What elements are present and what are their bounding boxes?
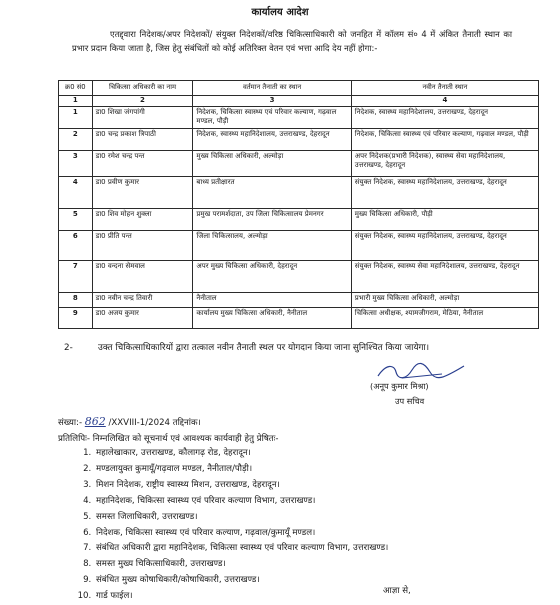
row-new-posting: निदेशक, स्वास्थ्य महानिदेशालय, उत्तराखण्ड, देहरादून <box>351 106 538 128</box>
row-sn: 9 <box>59 307 93 328</box>
paragraph-number: 2- <box>64 343 73 353</box>
table-row <box>59 292 539 307</box>
list-item: 5. समस्त जिलाधिकारी, उत्तराखण्ड। <box>94 510 534 526</box>
header-officer-name: चिकित्सा अधिकारी का नाम <box>92 81 193 96</box>
list-item: 8. समस्त मुख्य चिकित्साधिकारी, उत्तराखण्ड। <box>94 557 534 573</box>
column-number: 2 <box>92 95 193 106</box>
reference-suffix: /XXVIII-1/2024 तद्दिनांक। <box>108 418 201 428</box>
recipient-list <box>72 446 534 605</box>
row-current-posting: मुख्य चिकित्सा अधिकारी, अल्मोड़ा <box>193 150 351 176</box>
row-officer-name: डा0 नवीन चन्द्र तिवारी <box>92 292 193 307</box>
row-sn: 8 <box>59 292 93 307</box>
header-sn: क्र0 सं0 <box>59 81 93 96</box>
row-new-posting: संयुक्त निदेशक, स्वास्थ्य सेवा महानिदेशालय, उत्तराखण्ड, देहरादून <box>351 260 538 292</box>
copy-to-heading: प्रतिलिपिः- निम्नलिखित को सूचनार्थ एवं आवश्यक कार्यवाही हेतु प्रेषितः- <box>58 434 279 444</box>
table-row <box>59 230 539 260</box>
compliance-text: उक्त चिकित्साधिकारियों द्वारा तत्काल नवीन तैनाती स्थल पर योगदान किया जाना सुनिश्चित किया जायेगा। <box>98 343 430 353</box>
row-current-posting: निदेशक, स्वास्थ्य महानिदेशालय, उत्तराखण्ड, देहरादून <box>193 128 351 150</box>
row-sn: 5 <box>59 208 93 230</box>
list-item: 1. महालेखाकार, उत्तराखण्ड, कौलागढ़ रोड, देहरादून। <box>94 446 534 462</box>
row-current-posting: निदेशक, चिकित्सा स्वास्थ्य एवं परिवार कल्याण, गढ़वाल मण्डल, पौड़ी <box>193 106 351 128</box>
row-new-posting: चिकित्सा अधीक्षक, श्यामजीगराम, मेठिया, नैनीताल <box>351 307 538 328</box>
row-new-posting: संयुक्त निदेशक, स्वास्थ्य महानिदेशालय, उत्तराखण्ड, देहरादून <box>351 176 538 208</box>
handwritten-number: 862 <box>84 415 106 428</box>
row-new-posting: अपर निदेशक(प्रभारी निदेशक), स्वास्थ्य सेवा महानिदेशालय, उत्तराखण्ड, देहरादून <box>351 150 538 176</box>
signatory-name: (अनूप कुमार मिश्रा) <box>370 381 429 391</box>
row-current-posting: जिला चिकित्सालय, अल्मोड़ा <box>193 230 351 260</box>
reference-label: संख्या:- <box>58 418 83 428</box>
row-officer-name: डा0 वन्दना सेमवाल <box>92 260 193 292</box>
list-item: 6. निदेशक, चिकित्सा स्वास्थ्य एवं परिवार कल्याण, गढ़वाल/कुमायूँ मण्डल। <box>94 526 534 542</box>
row-new-posting: संयुक्त निदेशक, स्वास्थ्य महानिदेशालय, उत्तराखण्ड, देहरादून <box>351 230 538 260</box>
row-officer-name: डा0 प्रीति पन्त <box>92 230 193 260</box>
column-number: 4 <box>351 95 538 106</box>
table-row <box>59 208 539 230</box>
header-current-posting: वर्तमान तैनाती का स्थान <box>193 81 351 96</box>
row-sn: 3 <box>59 150 93 176</box>
row-new-posting: निदेशक, चिकित्सा स्वास्थ्य एवं परिवार कल्याण, गढ़वाल मण्डल, पौड़ी <box>351 128 538 150</box>
compliance-paragraph <box>64 340 514 356</box>
row-officer-name: डा0 प्रवीण कुमार <box>92 176 193 208</box>
table-row <box>59 260 539 292</box>
row-sn: 1 <box>59 106 93 128</box>
header-new-posting: नवीन तैनाती स्थान <box>351 81 538 96</box>
table-row <box>59 106 539 128</box>
posting-table <box>58 80 539 329</box>
list-item: 9. संबंधित मुख्य कोषाधिकारी/कोषाधिकारी, उत्तराखण्ड। <box>94 573 534 589</box>
list-item: 4. महानिदेशक, चिकित्सा स्वास्थ्य एवं परिवार कल्याण विभाग, उत्तराखण्ड। <box>94 494 534 510</box>
column-number: 1 <box>59 95 93 106</box>
list-item: 3. मिशन निदेशक, राष्ट्रीय स्वास्थ्य मिशन, उत्तराखण्ड, देहरादून। <box>94 478 534 494</box>
row-sn: 2 <box>59 128 93 150</box>
row-officer-name: डा0 शिव मोहन शुक्ला <box>92 208 193 230</box>
reference-number <box>58 415 201 428</box>
signatory-designation: उप सचिव <box>395 396 425 406</box>
row-officer-name: डा0 रमेश चन्द्र पन्त <box>92 150 193 176</box>
intro-paragraph: एतद्द्वारा निदेशक/अपर निदेशकों/ संयुक्त निदेशकों/वरिष्ठ चिकित्साधिकारी को जनहित में कॉलम सं० 4 में अंकित तैनाती स्थान का प्रभार प्रदान किया जाता है, जिस हेतु संबंधितों को कोई अतिरिक्त वेतन एवं भत्ता आदि देय नहीं होगा:- <box>72 29 512 53</box>
row-sn: 7 <box>59 260 93 292</box>
table-header-row <box>59 81 539 96</box>
list-item: 10. गार्ड फाईल। <box>94 589 534 605</box>
row-new-posting: मुख्य चिकित्सा अधिकारी, पौड़ी <box>351 208 538 230</box>
list-item: 2. मण्डलायुक्त कुमायूँ/गढ़वाल मण्डल, नैनीताल/पौड़ी। <box>94 462 534 478</box>
table-row <box>59 150 539 176</box>
row-officer-name: डा0 शिखा जंगपांगी <box>92 106 193 128</box>
row-sn: 4 <box>59 176 93 208</box>
row-sn: 6 <box>59 230 93 260</box>
row-officer-name: डा0 अजय कुमार <box>92 307 193 328</box>
table-row <box>59 307 539 328</box>
column-number: 3 <box>193 95 351 106</box>
row-new-posting: प्रभारी मुख्य चिकित्सा अधिकारी, अल्मोड़ा <box>351 292 538 307</box>
list-item: 7. संबंधित अधिकारी द्वारा महानिदेशक, चिकित्सा स्वास्थ्य एवं परिवार कल्याण विभाग, उत्तराखण्ड। <box>94 541 534 557</box>
row-current-posting: नैनीताल <box>193 292 351 307</box>
signature-scrawl <box>372 360 472 382</box>
row-current-posting: कार्यालय मुख्य चिकित्सा अधिकारी, नैनीताल <box>193 307 351 328</box>
row-current-posting: बाध्य प्रतीक्षारत <box>193 176 351 208</box>
row-current-posting: प्रमुख परामर्शदाता, उप जिला चिकित्सालय प्रेमनगर <box>193 208 351 230</box>
document-title: कार्यालय आदेश <box>251 7 309 18</box>
table-row <box>59 128 539 150</box>
table-row <box>59 176 539 208</box>
row-current-posting: अपर मुख्य चिकित्सा अधिकारी, देहरादून <box>193 260 351 292</box>
by-order-footer: आज्ञा से, <box>383 586 411 596</box>
column-number-row <box>59 95 539 106</box>
row-officer-name: डा0 चन्द्र प्रकाश त्रिपाठी <box>92 128 193 150</box>
